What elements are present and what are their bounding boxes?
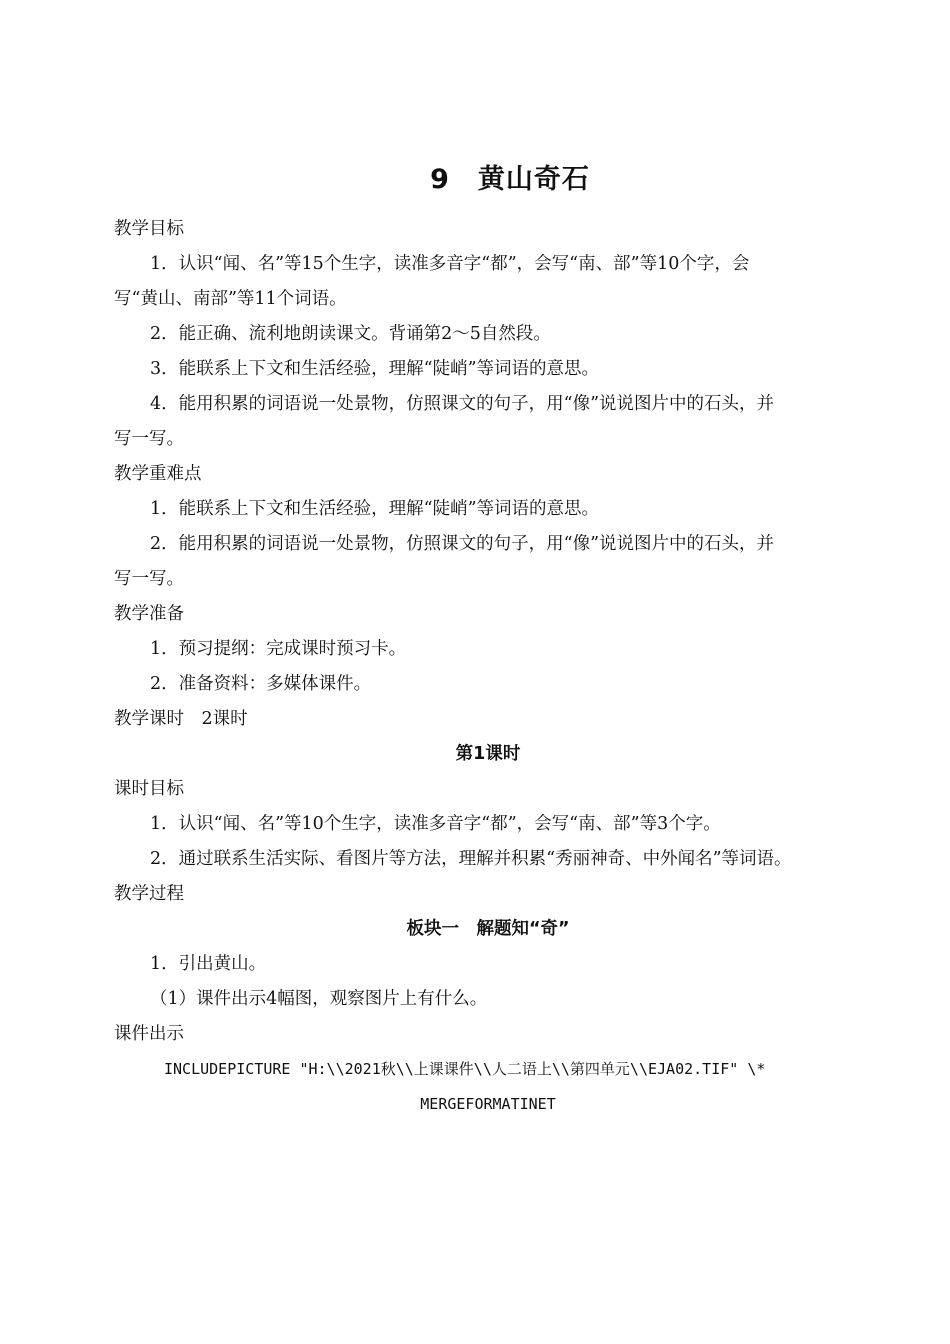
document-body (114, 212, 862, 1122)
objective-2: 2．能正确、流利地朗读课文。背诵第2～5自然段。 (150, 324, 551, 344)
section-heading-hours: 教学课时 2课时 (114, 709, 248, 729)
section-heading-objectives: 教学目标 (114, 219, 184, 239)
include-picture-field: INCLUDEPICTURE "H:\\2021秋\\上课课件\\人二语上\\第四单元\\EJA02.TIF" \* (164, 1060, 766, 1078)
objective-1-part1: 1．认识“闻、名”等15个生字，读准多音字“都”，会写“南、部”等10个字，会 (150, 254, 750, 274)
section-heading-preparation: 教学准备 (114, 604, 184, 624)
merge-format-field: MERGEFORMATINET (420, 1095, 556, 1113)
step-1-substep-1: （1）课件出示4幅图，观察图片上有什么。 (150, 989, 488, 1009)
period-objective-1: 1．认识“闻、名”等10个生字，读准多音字“都”，会写“南、部”等3个字。 (150, 814, 721, 834)
section-heading-key-points: 教学重难点 (114, 464, 202, 484)
preparation-2: 2．准备资料：多媒体课件。 (150, 674, 372, 694)
key-point-2-part2: 写一写。 (114, 569, 184, 589)
objective-3: 3．能联系上下文和生活经验，理解“陡峭”等词语的意思。 (150, 359, 600, 379)
objective-4-part1: 4．能用积累的词语说一处景物，仿照课文的句子，用“像”说说图片中的石头，并 (150, 394, 775, 414)
period-objective-2: 2．通过联系生活实际、看图片等方法，理解并积累“秀丽神奇、中外闻名”等词语。 (150, 849, 792, 869)
section-heading-period-objectives: 课时目标 (114, 779, 184, 799)
objective-1-part2: 写“黄山、南部”等11个词语。 (114, 289, 347, 309)
step-1: 1．引出黄山。 (150, 954, 267, 974)
objective-4-part2: 写一写。 (114, 429, 184, 449)
courseware-display-label: 课件出示 (114, 1024, 184, 1044)
lesson-period-heading: 第1课时 (455, 744, 521, 764)
preparation-1: 1．预习提纲：完成课时预习卡。 (150, 639, 407, 659)
key-point-1: 1．能联系上下文和生活经验，理解“陡峭”等词语的意思。 (150, 499, 600, 519)
lesson-title: 9 黄山奇石 (430, 164, 590, 195)
block-one-heading: 板块一 解题知“奇” (406, 919, 570, 939)
key-point-2-part1: 2．能用积累的词语说一处景物，仿照课文的句子，用“像”说说图片中的石头，并 (150, 534, 775, 554)
section-heading-process: 教学过程 (114, 884, 184, 904)
